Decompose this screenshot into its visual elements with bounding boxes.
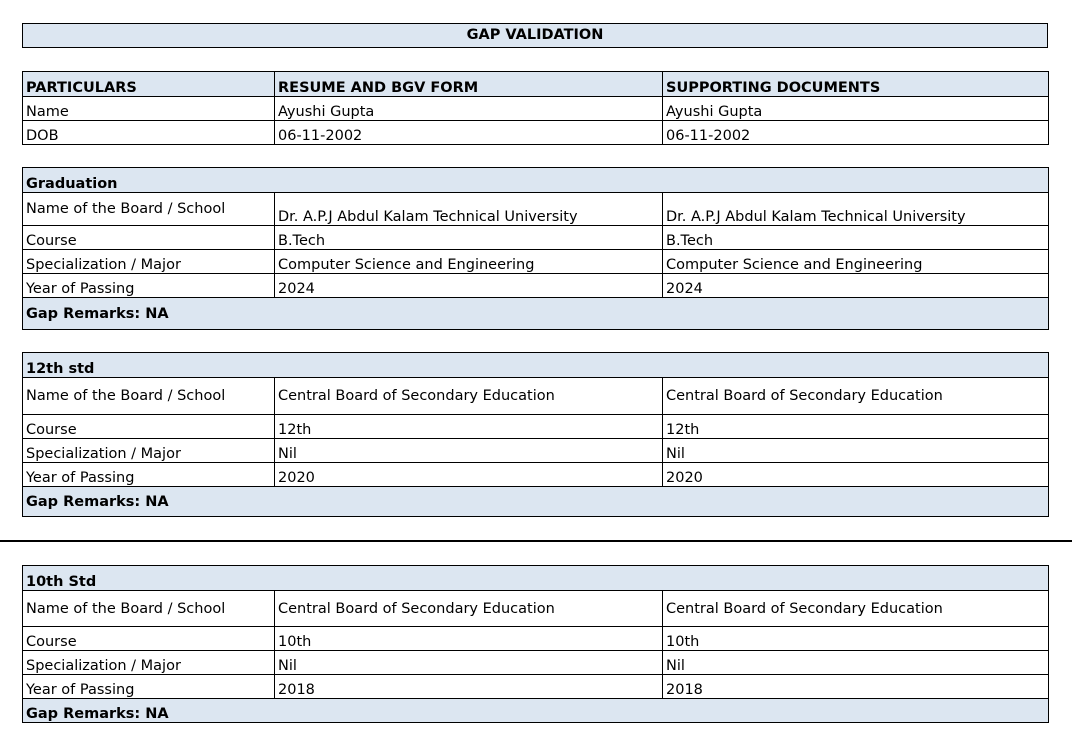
- table-row: [23, 274, 1049, 298]
- row-label: Specialization / Major: [23, 439, 275, 463]
- table-row: [23, 651, 1049, 675]
- row-label: Specialization / Major: [23, 651, 275, 675]
- document-value: 10th: [663, 627, 1049, 651]
- document-value: B.Tech: [663, 226, 1049, 250]
- document-value: Computer Science and Engineering: [663, 250, 1049, 274]
- section-heading: 10th Std: [23, 566, 1049, 591]
- table-row: [23, 121, 1049, 145]
- resume-value: Ayushi Gupta: [275, 97, 663, 121]
- table-row: [23, 591, 1049, 627]
- row-label: Course: [23, 226, 275, 250]
- resume-value: 2020: [275, 463, 663, 487]
- resume-value: 06-11-2002: [275, 121, 663, 145]
- section-header-row: [23, 168, 1049, 193]
- section-header-row: [23, 566, 1049, 591]
- document-value: 2020: [663, 463, 1049, 487]
- resume-value: 10th: [275, 627, 663, 651]
- row-label: Specialization / Major: [23, 250, 275, 274]
- section-heading: Graduation: [23, 168, 1049, 193]
- row-label: DOB: [23, 121, 275, 145]
- table-row: [23, 193, 1049, 226]
- resume-value: Central Board of Secondary Education: [275, 378, 663, 415]
- resume-value: Nil: [275, 439, 663, 463]
- identity-header-row: [23, 72, 1049, 97]
- gap-remarks-row: [23, 487, 1049, 517]
- twelfth-table: [22, 352, 1049, 517]
- section-header-row: [23, 353, 1049, 378]
- table-row: [23, 250, 1049, 274]
- resume-value: 2024: [275, 274, 663, 298]
- document-value: Nil: [663, 651, 1049, 675]
- row-label: Year of Passing: [23, 274, 275, 298]
- document-value: 06-11-2002: [663, 121, 1049, 145]
- document-value: Central Board of Secondary Education: [663, 378, 1049, 415]
- resume-value: Computer Science and Engineering: [275, 250, 663, 274]
- gap-remarks: Gap Remarks: NA: [23, 699, 1049, 723]
- gap-remarks-row: [23, 298, 1049, 330]
- document-value: 2018: [663, 675, 1049, 699]
- resume-value: 12th: [275, 415, 663, 439]
- document-value: 2024: [663, 274, 1049, 298]
- resume-value: Nil: [275, 651, 663, 675]
- table-row: [23, 97, 1049, 121]
- resume-value: B.Tech: [275, 226, 663, 250]
- row-label: Name of the Board / School: [23, 193, 275, 226]
- resume-value: Dr. A.P.J Abdul Kalam Technical University: [275, 193, 663, 226]
- column-header-resume: RESUME AND BGV FORM: [275, 72, 663, 97]
- column-header-particulars: PARTICULARS: [23, 72, 275, 97]
- document-value: Nil: [663, 439, 1049, 463]
- document-value: Dr. A.P.J Abdul Kalam Technical University: [663, 193, 1049, 226]
- table-row: [23, 439, 1049, 463]
- table-row: [23, 463, 1049, 487]
- table-row: [23, 378, 1049, 415]
- column-header-documents: SUPPORTING DOCUMENTS: [663, 72, 1049, 97]
- page-title: GAP VALIDATION: [22, 23, 1048, 48]
- section-heading: 12th std: [23, 353, 1049, 378]
- page-break-line: [0, 540, 1072, 542]
- graduation-table: [22, 167, 1049, 330]
- row-label: Course: [23, 627, 275, 651]
- row-label: Course: [23, 415, 275, 439]
- gap-remarks: Gap Remarks: NA: [23, 298, 1049, 330]
- row-label: Year of Passing: [23, 463, 275, 487]
- resume-value: 2018: [275, 675, 663, 699]
- row-label: Name of the Board / School: [23, 378, 275, 415]
- resume-value: Central Board of Secondary Education: [275, 591, 663, 627]
- row-label: Year of Passing: [23, 675, 275, 699]
- document-value: Ayushi Gupta: [663, 97, 1049, 121]
- row-label: Name: [23, 97, 275, 121]
- tenth-table: [22, 565, 1049, 723]
- table-row: [23, 226, 1049, 250]
- document-value: 12th: [663, 415, 1049, 439]
- row-label: Name of the Board / School: [23, 591, 275, 627]
- table-row: [23, 627, 1049, 651]
- table-row: [23, 675, 1049, 699]
- identity-table: [22, 71, 1049, 145]
- gap-remarks-row: [23, 699, 1049, 723]
- gap-remarks: Gap Remarks: NA: [23, 487, 1049, 517]
- table-row: [23, 415, 1049, 439]
- document-value: Central Board of Secondary Education: [663, 591, 1049, 627]
